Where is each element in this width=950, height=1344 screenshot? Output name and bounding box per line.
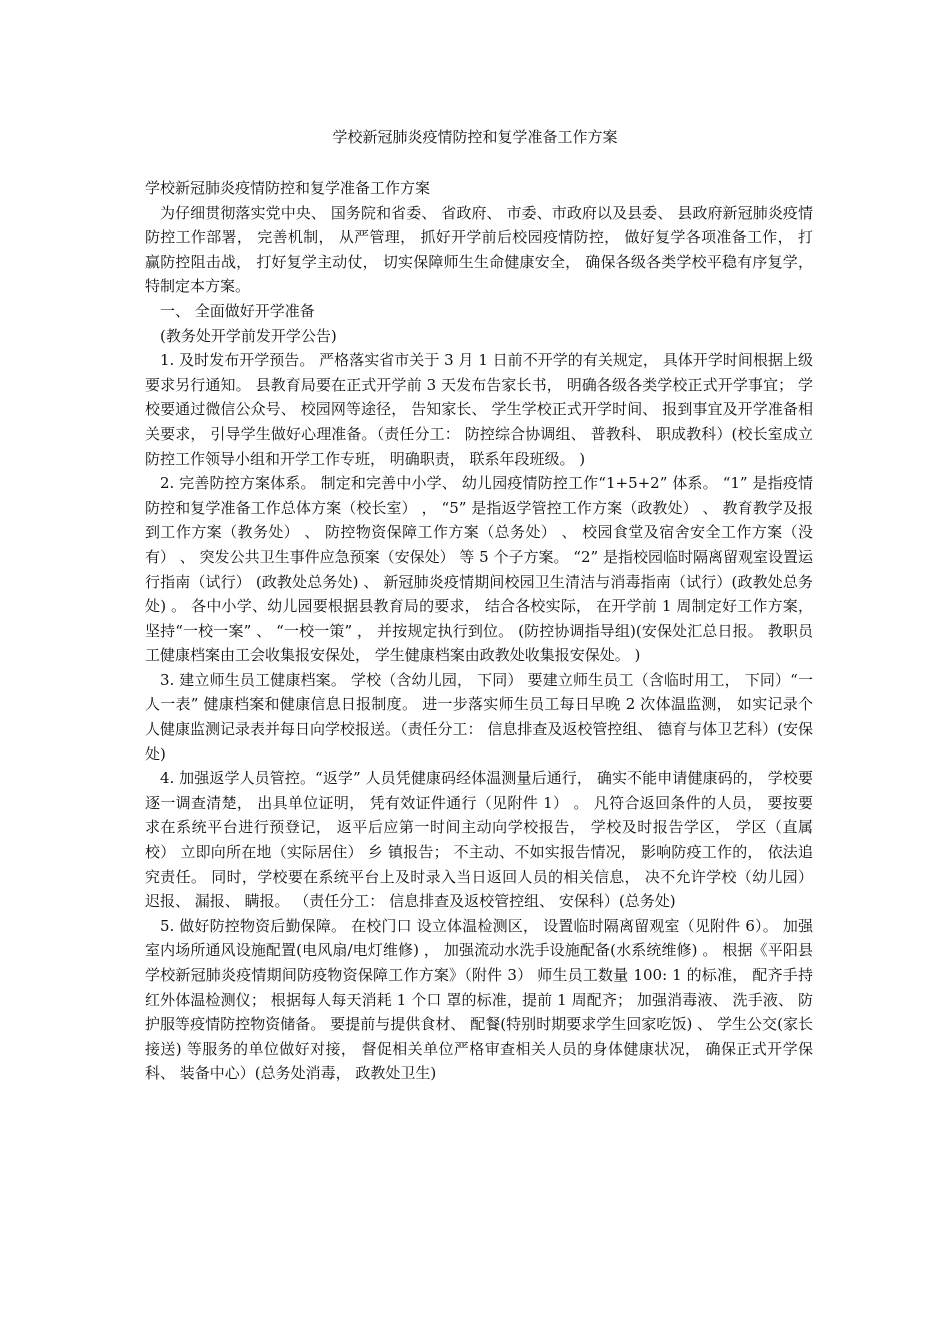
item-paragraph-1: 1. 及时发布开学预告。 严格落实省市关于 3 月 1 日前不开学的有关规定， 具体开学时间根据上级要求另行通知。 县教育局要在正式开学前 3 天发布告家长书， 明确各级各类学校正式开学事宜； 学校要通过微信公众号、 校园网等途径， 告知家长、 学生学校正式开学时间、 报到事宜及开学准备相关要求， 引导学生做好心理准备。（责任分工： 防控综合协调组、 普教科、 职成教科）(校长室成立防控工作领导小组和开学工作专班， 明确职责， 联系年段班级。 ) [145,351,813,468]
item-paragraph-2: 2. 完善防控方案体系。 制定和完善中小学、 幼儿园疫情防控工作“1+5+2” 体系。 “1” 是指疫情防控和复学准备工作总体方案（校长室） ， “5” 是指返学管控工作方案（政教处） 、 教育教学及报到工作方案（教务处） 、 防控物资保障工作方案（总务处） 、 校园食堂及宿舍安全工作方案（没有） 、 突发公共卫生事件应急预案（安保处） 等 5 个子方案。 “2” 是指校园临时隔离留观室设置运行指南（试行） (政教处总务处) 、 新冠肺炎疫情期间校园卫生清洁与消毒指南（试行）(政教处总务处) 。 各中小学、幼儿园要根据县教育局的要求， 结合各校实际， 在开学前 1 周制定好工作方案， 坚持“一校一案” 、 “一校一策” ， 并按规定执行到位。 (防控协调指导组)(安保处汇总日报。 教职员工健康档案由工会收集报安保处， 学生健康档案由政教处收集报安保处。 ) [145,474,813,665]
item-paragraph-3: 3. 建立师生员工健康档案。 学校（含幼儿园， 下同） 要建立师生员工（含临时用工， 下同）“一人一表” 健康档案和健康信息日报制度。 进一步落实师生员工每日早晚 2 次体温监测， 如实记录个人健康监测记录表并每日向学校报送。（责任分工： 信息排查及返校管控组、 德育与体卫艺科）(安保处) [145,670,813,763]
item-paragraph-5: 5. 做好防控物资后勤保障。 在校门口 设立体温检测区， 设置临时隔离留观室（见附件 6）。 加强室内场所通风设施配置(电风扇/电灯维修) ， 加强流动水洗手设施配备(水系统维修) 。 根据《平阳县学校新冠肺炎疫情期间防疫物资保障工作方案》（附件 3） 师生员工数量 100: 1 的标准， 配齐手持红外体温检测仪； 根据每人每天消耗 1 个口 罩的标准，提前 1 周配齐； 加强消毒液、 洗手液、 防护服等疫情防控物资储备。 要提前与提供食材、 配餐(特别时期要求学生回家吃饭) 、 学生公交(家长接送) 等服务的单位做好对接， 督促相关单位严格审查相关人员的身体健康状况， 确保正式开学保科、 装备中心）(总务处消毒， 政教处卫生) [145,916,813,1083]
page-title: 学校新冠肺炎疫情防控和复学准备工作方案 [332,128,618,146]
document-subtitle: 学校新冠肺炎疫情防控和复学准备工作方案 [145,179,431,197]
intro-paragraph: 为仔细贯彻落实党中央、 国务院和省委、 省政府、 市委、市政府以及县委、 县政府新冠肺炎疫情防控工作部署， 完善机制， 从严管理， 抓好开学前后校园疫情防控， 做好复学各项准备工作， 打赢防控阻击战， 打好复学主动仗， 切实保障师生生命健康安全， 确保各级各类学校平稳有序复学， 特制定本方案。 [145,203,813,296]
section-note: (教务处开学前发开学公告) [160,326,337,345]
item-paragraph-4: 4. 加强返学人员管控。“返学” 人员凭健康码经体温测量后通行， 确实不能申请健康码的， 学校要逐一调查清楚， 出具单位证明， 凭有效证件通行（见附件 1） 。 凡符合返回条件的人员， 要按要求在系统平台进行预登记， 返平后应第一时间主动向学校报告， 学校及时报告学区， 学区（直属校） 立即向所在地（实际居住） 乡 镇报告； 不主动、不如实报告情况， 影响防疫工作的， 依法追究责任。 同时，学校要在系统平台上及时录入当日返回人员的相关信息， 决不允许学校（幼儿园） 迟报、 漏报、 瞒报。 （责任分工： 信息排查及返校管控组、 安保科）(总务处) [145,769,813,911]
section-heading: 一、 全面做好开学准备 [160,301,315,320]
document-body [145,176,813,1086]
